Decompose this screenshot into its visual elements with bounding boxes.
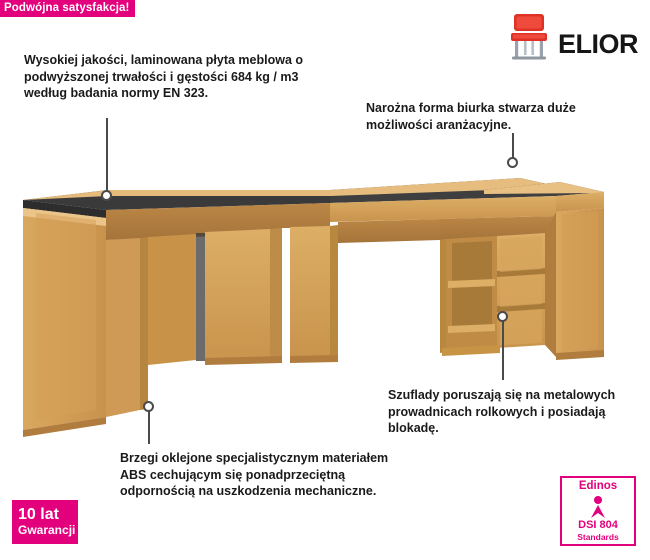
guarantee-badge xyxy=(12,500,78,544)
brand-block xyxy=(506,12,638,62)
callout-edges: Brzegi oklejone specjalistycznym materiałem ABS cechującym się ponadprzeciętną odpornością na uszkodzenia mechaniczne. xyxy=(120,451,389,498)
callout-dot-edges xyxy=(143,401,154,412)
edinos-code: DSI 804 xyxy=(578,518,618,531)
callout-dot-corner xyxy=(507,157,518,168)
guarantee-years: 10 lat xyxy=(18,506,59,524)
leader-line-drawers xyxy=(502,318,504,380)
edinos-standards: Standards xyxy=(577,531,619,542)
callout-corner: Narożna forma biurka stwarza duże możliwości aranżacyjne. xyxy=(366,101,576,132)
callout-drawers: Szuflady poruszają się na metalowych prowadnicach rolkowych i posiadają blokadę. xyxy=(388,388,616,435)
callout-quality: Wysokiej jakości, laminowana płyta meblowa o podwyższonej trwałości i gęstości 684 kg / m3 według badania normy EN 323. xyxy=(24,53,304,100)
callout-dot-drawers xyxy=(497,311,508,322)
edinos-person-icon xyxy=(588,495,608,519)
red-chair-icon xyxy=(506,12,552,62)
callout-dot-quality xyxy=(101,190,112,201)
brand-name: ELIOR xyxy=(557,29,638,59)
promo-banner-text: Podwójna satysfakcja! xyxy=(4,1,130,14)
edinos-badge xyxy=(560,476,636,546)
leader-line-edges xyxy=(148,408,150,444)
leader-line-quality xyxy=(106,118,108,192)
edinos-name: Edinos xyxy=(578,480,618,492)
leader-line-corner xyxy=(512,133,514,159)
promo-banner xyxy=(0,0,135,17)
guarantee-label: Gwarancji xyxy=(18,523,76,538)
